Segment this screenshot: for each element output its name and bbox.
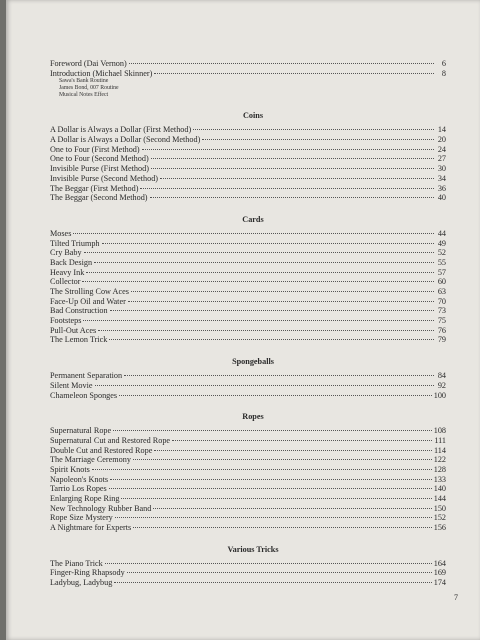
toc-section	[50, 412, 446, 533]
dot-leader	[114, 582, 431, 583]
dot-leader	[151, 158, 434, 159]
dot-leader	[110, 479, 432, 480]
toc-entry	[50, 193, 446, 203]
toc-entry	[50, 174, 446, 184]
toc-entry-title: The Marriage Ceremony	[50, 455, 131, 465]
toc-section	[50, 357, 446, 400]
toc-entry	[50, 494, 446, 504]
toc-entry	[50, 239, 446, 249]
toc-entry-title: One to Four (First Method)	[50, 144, 140, 154]
toc-entry-page: 14	[437, 125, 446, 135]
toc-entry	[50, 268, 446, 278]
toc-entry-page: 75	[437, 316, 446, 326]
toc-entry-title: Invisible Purse (First Method)	[50, 164, 149, 174]
toc-entry-page: 63	[437, 287, 446, 296]
dot-leader	[86, 272, 434, 273]
toc-entry-page: 52	[437, 248, 446, 258]
toc-entry-title: Pull-Out Aces	[50, 325, 97, 335]
toc-entry	[50, 475, 446, 485]
toc-entry-page: 79	[437, 335, 446, 345]
toc-entry-page: 34	[437, 173, 446, 183]
dot-leader	[151, 168, 434, 169]
table-of-contents	[50, 59, 446, 588]
toc-entry-title: One to Four (Second Method)	[50, 154, 149, 164]
toc-entry-page: 55	[437, 257, 446, 267]
toc-entry-title: Face-Up Oil and Water	[50, 296, 126, 306]
toc-entry	[50, 287, 446, 297]
toc-entry-page: 24	[437, 144, 446, 154]
toc-entry	[50, 229, 446, 239]
toc-entry-page: 30	[437, 164, 446, 174]
dot-leader	[121, 498, 431, 499]
toc-entry-title: Moses	[50, 228, 72, 238]
toc-front-matter	[50, 59, 446, 99]
toc-entry-page: 133	[433, 474, 446, 484]
toc-entry-page: 40	[437, 193, 446, 203]
toc-entry-page: 140	[433, 484, 446, 494]
toc-entry-page: 27	[437, 154, 446, 164]
toc-entry-title: Collector	[50, 277, 81, 287]
toc-entry-page: 144	[433, 494, 446, 503]
toc-subentry: Sawa's Bank Routine	[59, 78, 109, 85]
dot-leader	[154, 450, 432, 451]
toc-entry-title: Footsteps	[50, 316, 82, 326]
dot-leader	[153, 508, 431, 509]
toc-section	[50, 111, 446, 203]
toc-entry-title: Heavy Ink	[50, 267, 85, 277]
toc-entry-title: Spirit Knots	[50, 464, 90, 474]
dot-leader	[150, 197, 434, 198]
toc-entry-page: 169	[433, 568, 446, 578]
toc-entry	[50, 277, 446, 287]
section-heading: Ropes	[242, 412, 264, 422]
toc-entry-page: 111	[434, 435, 446, 445]
dot-leader	[110, 310, 434, 311]
dot-leader	[124, 375, 434, 376]
toc-entry-title: The Beggar (First Method)	[50, 183, 139, 193]
toc-entry	[50, 559, 446, 569]
toc-subentry: Musical Notes Effect	[59, 92, 109, 99]
toc-entry-page: 49	[437, 238, 446, 248]
dot-leader	[119, 395, 432, 396]
toc-entry-page: 122	[433, 455, 446, 465]
toc-entry-page: 57	[437, 267, 446, 277]
toc-entry-title: Napoleon's Knots	[50, 474, 109, 484]
toc-entry-title: Introduction (Michael Skinner)	[50, 68, 153, 78]
toc-entry	[50, 436, 446, 446]
toc-subentry: James Bond, 007 Routine	[59, 85, 119, 92]
toc-entry-page: 114	[434, 445, 446, 455]
toc-entry-title: A Nightmare for Experts	[50, 523, 132, 533]
dot-leader	[113, 430, 432, 431]
dot-leader	[109, 488, 432, 489]
dot-leader	[154, 73, 434, 74]
toc-entry-title: Cry Baby	[50, 248, 82, 258]
dot-leader	[131, 291, 434, 292]
toc-entry	[50, 484, 446, 494]
toc-section	[50, 215, 446, 345]
toc-entry	[50, 446, 446, 456]
toc-entry	[50, 145, 446, 155]
toc-entry	[50, 135, 446, 145]
dot-leader	[202, 139, 434, 140]
toc-entry	[50, 465, 446, 475]
toc-entry-page: 36	[437, 183, 446, 193]
toc-entry-title: New Technology Rubber Band	[50, 503, 152, 513]
dot-leader	[127, 572, 432, 573]
toc-entry	[50, 125, 446, 135]
toc-entry-title: Invisible Purse (Second Method)	[50, 173, 159, 183]
toc-section	[50, 545, 446, 588]
toc-entry	[50, 59, 446, 69]
toc-entry-title: The Beggar (Second Method)	[50, 193, 148, 203]
toc-entry-page: 8	[441, 68, 446, 78]
dot-leader	[98, 330, 434, 331]
toc-entry-title: Tarrio Los Ropes	[50, 484, 107, 494]
toc-entry-title: Finger-Ring Rhapsody	[50, 568, 125, 578]
toc-entry	[50, 391, 446, 401]
dot-leader	[83, 320, 434, 321]
dot-leader	[84, 252, 434, 253]
dot-leader	[133, 527, 432, 528]
dot-leader	[133, 459, 432, 460]
toc-entry	[50, 297, 446, 307]
toc-entry-page: 100	[433, 390, 446, 400]
dot-leader	[73, 233, 434, 234]
dot-leader	[92, 469, 432, 470]
toc-entry-page: 164	[433, 558, 446, 568]
toc-entry-page: 128	[433, 464, 446, 474]
toc-entry-page: 60	[437, 277, 446, 287]
toc-entry	[50, 326, 446, 336]
toc-entry-title: Supernatural Rope	[50, 426, 112, 436]
dot-leader	[172, 440, 432, 441]
dot-leader	[142, 149, 434, 150]
dot-leader	[115, 517, 432, 518]
toc-entry-page: 76	[437, 325, 446, 335]
section-heading: Various Tricks	[227, 544, 279, 554]
toc-sections	[50, 111, 446, 587]
toc-entry	[50, 184, 446, 194]
toc-entry-title: Silent Movie	[50, 380, 93, 390]
toc-entry	[50, 154, 446, 164]
toc-entry-title: Permanent Separation	[50, 371, 123, 381]
toc-entry-page: 84	[437, 371, 446, 381]
toc-entry-title: Double Cut and Restored Rope	[50, 445, 153, 455]
page-number: 7	[454, 593, 458, 602]
book-page	[6, 0, 480, 640]
toc-entry-page: 108	[433, 426, 446, 436]
toc-entry	[50, 523, 446, 533]
toc-entry-title: A Dollar is Always a Dollar (Second Method)	[50, 135, 201, 145]
toc-entry	[50, 371, 446, 381]
toc-entry	[50, 513, 446, 523]
section-heading: Spongeballs	[232, 357, 274, 367]
dot-leader	[160, 178, 434, 179]
toc-entry-title: Rope Size Mystery	[50, 513, 113, 523]
toc-entry-page: 174	[433, 578, 446, 588]
toc-entry-title: Ladybug, Ladybug	[50, 578, 113, 588]
toc-entry	[50, 164, 446, 174]
toc-entry	[50, 316, 446, 326]
dot-leader	[102, 243, 434, 244]
toc-entry-title: Bad Construction	[50, 306, 108, 316]
toc-entry-title: Back Design	[50, 257, 93, 267]
toc-entry	[50, 381, 446, 391]
toc-entry-page: 92	[437, 380, 446, 390]
dot-leader	[82, 281, 434, 282]
dot-leader	[105, 563, 432, 564]
toc-entry-page: 70	[437, 296, 446, 306]
toc-entry	[50, 248, 446, 258]
toc-entry	[50, 306, 446, 316]
toc-entry-page: 73	[437, 306, 446, 316]
dot-leader	[94, 262, 434, 263]
toc-entry-page: 150	[433, 503, 446, 513]
dot-leader	[109, 339, 434, 340]
dot-leader	[95, 385, 434, 386]
toc-entry-title: The Strolling Cow Aces	[50, 287, 129, 296]
toc-entry-title: Chameleon Sponges	[50, 390, 118, 400]
toc-entry	[50, 504, 446, 514]
toc-entry	[50, 578, 446, 588]
toc-entry-title: The Lemon Trick	[50, 335, 108, 345]
dot-leader	[129, 63, 434, 64]
toc-entry-title: Enlarging Rope Ring	[50, 494, 120, 503]
toc-entry-title: Tilted Triumph	[50, 238, 100, 248]
toc-entry-title: The Piano Trick	[50, 558, 103, 568]
toc-entry	[50, 426, 446, 436]
dot-leader	[128, 301, 434, 302]
toc-entry-page: 152	[433, 513, 446, 523]
toc-entry-title: Supernatural Cut and Restored Rope	[50, 435, 171, 445]
dot-leader	[140, 188, 434, 189]
toc-entry	[50, 69, 446, 79]
toc-entry	[50, 258, 446, 268]
toc-entry	[50, 335, 446, 345]
section-heading: Cards	[242, 214, 264, 224]
toc-entry-page: 44	[437, 228, 446, 238]
toc-entry	[50, 568, 446, 578]
toc-entry-title: A Dollar is Always a Dollar (First Method)	[50, 125, 192, 135]
toc-entry-page: 6	[441, 59, 446, 68]
toc-entry-page: 20	[437, 135, 446, 145]
dot-leader	[193, 129, 434, 130]
toc-entry-page: 156	[433, 523, 446, 533]
toc-entry	[50, 455, 446, 465]
toc-entry-title: Foreword (Dai Vernon)	[50, 59, 127, 68]
section-heading: Coins	[242, 111, 264, 121]
